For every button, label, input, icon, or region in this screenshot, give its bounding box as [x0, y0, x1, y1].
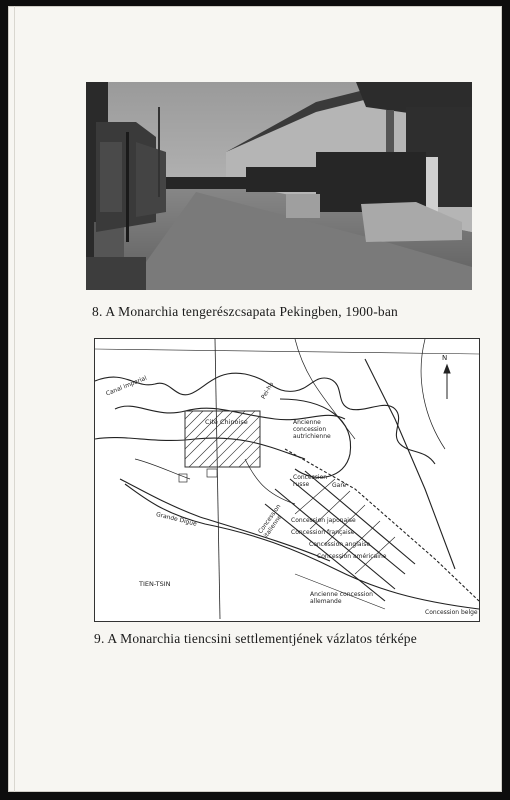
- page-edge: [14, 6, 15, 792]
- north-label: N: [442, 354, 448, 362]
- peiho-label: Pei-ho: [260, 381, 276, 401]
- french-concession-label: Concession française: [291, 529, 355, 536]
- german-concession-label: Ancienne concession allemande: [310, 591, 373, 605]
- japanese-concession-label: Concession japonaise: [291, 517, 356, 524]
- settlement-map: [94, 338, 480, 622]
- map-caption: 9. A Monarchia tiencsini settlementjének vázlatos térképe: [94, 631, 417, 646]
- russian-concession-label: Concession russe: [293, 474, 328, 488]
- tientsin-label: TIEN-TSIN: [139, 580, 171, 588]
- historical-photograph: [86, 82, 472, 290]
- photo-caption: 8. A Monarchia tengerészcsapata Pekingben, 1900-ban: [92, 304, 398, 319]
- belgian-concession-label: Concession belge: [425, 609, 478, 616]
- grande-digue-label: Grande Digue: [155, 511, 198, 528]
- british-concession-label: Concession anglaise: [309, 541, 371, 548]
- austrian-concession-label: Ancienne concession autrichienne: [293, 419, 331, 440]
- canal-label: Canal imperial: [105, 374, 148, 398]
- cite-chinoise-label: Cité Chinoise: [205, 418, 248, 426]
- american-concession-label: Concession américaine: [317, 553, 387, 560]
- station-label: Gare: [332, 482, 347, 489]
- italian-concession-label: Concession italienne: [257, 503, 284, 540]
